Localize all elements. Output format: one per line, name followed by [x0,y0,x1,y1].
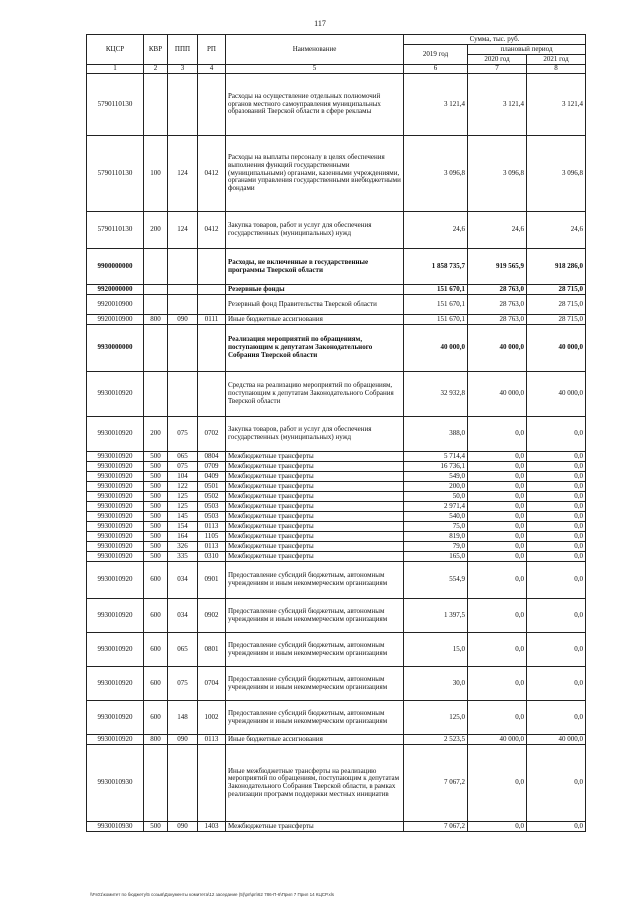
cell-kcsr: 9930010920 [87,599,144,633]
cell-kcsr: 9930010920 [87,492,144,502]
cell-kvr: 500 [144,502,168,512]
cell-2019: 1 858 735,7 [404,249,468,285]
cell-2021: 0,0 [527,472,586,482]
cell-rp: 0502 [198,492,226,502]
cell-2020: 0,0 [468,482,527,492]
cell-2019: 79,0 [404,542,468,552]
cell-2020: 0,0 [468,472,527,482]
cell-2020: 3 096,8 [468,136,527,212]
cell-ppp: 154 [168,522,198,532]
cell-2021: 0,0 [527,502,586,512]
cell-2019: 1 397,5 [404,599,468,633]
cell-name: Предоставление субсидий бюджетным, автономным учреждениям и иным некоммерческим организациям [226,562,404,599]
cell-name: Межбюджетные трансферты [226,492,404,502]
cell-2020: 0,0 [468,562,527,599]
cell-name: Предоставление субсидий бюджетным, автономным учреждениям и иным некоммерческим организациям [226,633,404,667]
column-numbers-row [87,65,586,74]
cell-ppp: 104 [168,472,198,482]
cell-rp: 0113 [198,735,226,745]
cell-kvr [144,285,168,295]
cell-ppp: 065 [168,452,198,462]
cell-name: Межбюджетные трансферты [226,472,404,482]
cell-name: Иные бюджетные ассигнования [226,735,404,745]
column-number: 5 [226,65,404,74]
cell-2021: 24,6 [527,212,586,249]
column-number: 3 [168,65,198,74]
table-body [87,74,586,832]
table-row [87,136,586,212]
table-row [87,417,586,452]
cell-name: Межбюджетные трансферты [226,482,404,492]
budget-table [86,34,586,832]
table-row [87,532,586,542]
cell-2019: 388,0 [404,417,468,452]
cell-name: Межбюджетные трансферты [226,522,404,532]
cell-kvr: 100 [144,136,168,212]
cell-ppp: 335 [168,552,198,562]
table-row [87,542,586,552]
cell-2020: 28 763,0 [468,295,527,315]
cell-2020: 0,0 [468,532,527,542]
col-name-header: Наименование [226,35,404,65]
cell-rp: 0503 [198,512,226,522]
cell-name: Средства на реализацию мероприятий по обращениям, поступающим к депутатам Законодательного Собрания Тверской области [226,372,404,417]
cell-name: Иные межбюджетные трансферты на реализацию мероприятий по обращениям, поступающим к депутатам Законодательного Собрания Тверской области, в рамках реализации программ поддержки местных инициатив [226,745,404,822]
cell-2019: 75,0 [404,522,468,532]
cell-name: Предоставление субсидий бюджетным, автономным учреждениям и иным некоммерческим организациям [226,701,404,735]
cell-rp: 0901 [198,562,226,599]
table-row [87,472,586,482]
cell-kcsr: 9930010920 [87,472,144,482]
cell-kvr: 500 [144,552,168,562]
cell-2019: 3 121,4 [404,74,468,136]
cell-name: Закупка товаров, работ и услуг для обеспечения государственных (муниципальных) нужд [226,212,404,249]
cell-2021: 0,0 [527,492,586,502]
cell-rp: 1403 [198,822,226,832]
cell-2021: 0,0 [527,522,586,532]
cell-2020: 0,0 [468,502,527,512]
cell-rp: 0503 [198,502,226,512]
cell-kcsr: 9930010920 [87,562,144,599]
table-row [87,633,586,667]
cell-kvr [144,325,168,372]
cell-2020: 3 121,4 [468,74,527,136]
cell-rp [198,249,226,285]
col-kcsr-header: КЦСР [87,35,144,65]
table-row [87,512,586,522]
cell-2019: 151 670,1 [404,295,468,315]
cell-kcsr: 9930010920 [87,735,144,745]
cell-2019: 15,0 [404,633,468,667]
cell-2019: 30,0 [404,667,468,701]
cell-2021: 0,0 [527,552,586,562]
cell-2021: 28 715,0 [527,295,586,315]
cell-rp: 0412 [198,136,226,212]
column-number: 1 [87,65,144,74]
col-rp-header: РП [198,35,226,65]
cell-2021: 0,0 [527,745,586,822]
cell-kvr: 500 [144,522,168,532]
cell-kvr [144,295,168,315]
table-row [87,599,586,633]
cell-2020: 0,0 [468,633,527,667]
cell-2019: 151 670,1 [404,315,468,325]
cell-2021: 0,0 [527,667,586,701]
table-row [87,462,586,472]
cell-ppp: 090 [168,735,198,745]
table-row [87,822,586,832]
cell-2020: 0,0 [468,492,527,502]
table-row [87,735,586,745]
cell-2021: 0,0 [527,599,586,633]
cell-ppp: 124 [168,136,198,212]
cell-name: Расходы, не включенные в государственные программы Тверской области [226,249,404,285]
cell-2021: 0,0 [527,822,586,832]
table-row [87,492,586,502]
cell-kvr [144,372,168,417]
cell-2019: 32 932,8 [404,372,468,417]
cell-2021: 918 286,0 [527,249,586,285]
cell-kvr: 500 [144,462,168,472]
cell-2019: 125,0 [404,701,468,735]
cell-ppp [168,325,198,372]
cell-kcsr: 5790110130 [87,212,144,249]
cell-name: Реализация мероприятий по обращениям, поступающим к депутатам Законодательного Собрания Тверской области [226,325,404,372]
cell-ppp [168,295,198,315]
cell-2019: 7 067,2 [404,822,468,832]
col-2021-header: 2021 год [527,55,586,65]
cell-rp: 0409 [198,472,226,482]
cell-2021: 40 000,0 [527,735,586,745]
cell-kvr: 500 [144,532,168,542]
cell-name: Межбюджетные трансферты [226,552,404,562]
col-2019-header: 2019 год [404,45,468,65]
cell-2019: 40 000,0 [404,325,468,372]
table-row [87,372,586,417]
cell-name: Расходы на осуществление отдельных полномочий органов местного самоуправления муниципальных образований Тверской области в сфере рекламы [226,74,404,136]
cell-name: Закупка товаров, работ и услуг для обеспечения государственных (муниципальных) нужд [226,417,404,452]
col-ppp-header: ППП [168,35,198,65]
cell-kvr: 600 [144,562,168,599]
column-number: 7 [468,65,527,74]
cell-2021: 0,0 [527,462,586,472]
table-row [87,212,586,249]
cell-kcsr: 9930010920 [87,502,144,512]
cell-rp: 0113 [198,522,226,532]
cell-kvr [144,745,168,822]
cell-rp: 0412 [198,212,226,249]
cell-2019: 50,0 [404,492,468,502]
cell-2020: 0,0 [468,552,527,562]
cell-name: Резервные фонды [226,285,404,295]
cell-kvr: 600 [144,599,168,633]
cell-kcsr: 9920000000 [87,285,144,295]
cell-2020: 919 565,9 [468,249,527,285]
column-number: 6 [404,65,468,74]
table-row [87,285,586,295]
cell-kcsr: 5790110130 [87,136,144,212]
cell-rp [198,295,226,315]
cell-kvr [144,74,168,136]
cell-2019: 2 523,5 [404,735,468,745]
cell-rp: 0501 [198,482,226,492]
cell-rp [198,745,226,822]
cell-2020: 0,0 [468,667,527,701]
cell-ppp: 148 [168,701,198,735]
cell-2021: 40 000,0 [527,372,586,417]
cell-rp: 0804 [198,452,226,462]
cell-ppp [168,285,198,295]
cell-kvr: 500 [144,482,168,492]
cell-name: Межбюджетные трансферты [226,822,404,832]
table-row [87,522,586,532]
cell-rp [198,74,226,136]
cell-ppp: 122 [168,482,198,492]
cell-rp: 0702 [198,417,226,452]
column-number: 8 [527,65,586,74]
cell-kvr: 200 [144,417,168,452]
cell-2019: 165,0 [404,552,468,562]
cell-kcsr: 9930010930 [87,822,144,832]
cell-kcsr: 9900000000 [87,249,144,285]
cell-2019: 151 670,1 [404,285,468,295]
cell-rp: 1105 [198,532,226,542]
cell-ppp: 326 [168,542,198,552]
cell-kvr: 800 [144,315,168,325]
cell-ppp: 065 [168,633,198,667]
cell-rp: 0113 [198,542,226,552]
cell-2020: 40 000,0 [468,325,527,372]
cell-2021: 0,0 [527,562,586,599]
cell-ppp: 125 [168,492,198,502]
cell-kcsr: 9930010930 [87,745,144,822]
cell-2019: 16 736,1 [404,462,468,472]
file-path-footer: \\Fs01\комитет по бюджету\5 созыв\Документы комитета\12 заседание (5)\рп\рп\62 786-П-6\Прил 7 Прил 14 КЦСР.xls [90,892,334,897]
cell-kvr: 600 [144,667,168,701]
cell-2021: 0,0 [527,542,586,552]
cell-name: Иные бюджетные ассигнования [226,315,404,325]
table-row [87,745,586,822]
cell-2021: 40 000,0 [527,325,586,372]
cell-kvr: 500 [144,822,168,832]
column-number: 4 [198,65,226,74]
cell-name: Расходы на выплаты персоналу в целях обеспечения выполнения функций государственными (муниципальными) органами, казенными учреждениями, органами управления государственными внебюджетными фондами [226,136,404,212]
cell-2021: 0,0 [527,532,586,542]
cell-2020: 0,0 [468,512,527,522]
cell-ppp: 075 [168,417,198,452]
cell-2020: 28 763,0 [468,315,527,325]
cell-2021: 0,0 [527,701,586,735]
cell-kcsr: 9930010920 [87,522,144,532]
cell-kcsr: 9930010920 [87,512,144,522]
cell-ppp: 145 [168,512,198,522]
cell-name: Межбюджетные трансферты [226,462,404,472]
cell-2020: 0,0 [468,522,527,532]
cell-ppp [168,74,198,136]
cell-2020: 0,0 [468,822,527,832]
cell-2021: 28 715,0 [527,285,586,295]
table-row [87,249,586,285]
cell-ppp: 075 [168,667,198,701]
cell-name: Межбюджетные трансферты [226,532,404,542]
cell-2020: 0,0 [468,417,527,452]
cell-2020: 0,0 [468,452,527,462]
col-sum-header: Сумма, тыс. руб. [404,35,586,45]
table-row [87,452,586,462]
table-row [87,74,586,136]
cell-2019: 2 971,4 [404,502,468,512]
cell-2019: 540,0 [404,512,468,522]
cell-2021: 3 096,8 [527,136,586,212]
cell-2019: 24,6 [404,212,468,249]
cell-name: Предоставление субсидий бюджетным, автономным учреждениям и иным некоммерческим организациям [226,667,404,701]
page-number: 117 [314,19,326,28]
cell-name: Межбюджетные трансферты [226,502,404,512]
cell-2020: 0,0 [468,599,527,633]
cell-ppp: 075 [168,462,198,472]
cell-kvr: 500 [144,542,168,552]
cell-2019: 549,0 [404,472,468,482]
table-row [87,502,586,512]
cell-ppp [168,745,198,822]
cell-kcsr: 9930010920 [87,542,144,552]
cell-kvr: 500 [144,472,168,482]
cell-rp: 0310 [198,552,226,562]
cell-rp [198,285,226,295]
cell-2021: 28 715,0 [527,315,586,325]
table-row [87,295,586,315]
cell-ppp [168,249,198,285]
cell-ppp: 124 [168,212,198,249]
cell-ppp: 125 [168,502,198,512]
cell-2021: 0,0 [527,482,586,492]
cell-ppp: 164 [168,532,198,542]
cell-kcsr: 9930010920 [87,701,144,735]
cell-kvr: 600 [144,633,168,667]
col-kvr-header: КВР [144,35,168,65]
cell-2021: 0,0 [527,512,586,522]
cell-kvr: 500 [144,512,168,522]
cell-2021: 0,0 [527,417,586,452]
cell-name: Межбюджетные трансферты [226,452,404,462]
cell-2020: 0,0 [468,542,527,552]
cell-2021: 0,0 [527,452,586,462]
cell-rp: 0704 [198,667,226,701]
cell-2019: 200,0 [404,482,468,492]
cell-2020: 40 000,0 [468,735,527,745]
table-row [87,667,586,701]
cell-2020: 0,0 [468,745,527,822]
cell-rp [198,325,226,372]
cell-kvr: 800 [144,735,168,745]
cell-name: Межбюджетные трансферты [226,512,404,522]
cell-kcsr: 9920010900 [87,315,144,325]
cell-2020: 24,6 [468,212,527,249]
cell-2019: 819,0 [404,532,468,542]
table-row [87,701,586,735]
cell-ppp: 034 [168,562,198,599]
cell-kvr: 200 [144,212,168,249]
cell-name: Резервный фонд Правительства Тверской области [226,295,404,315]
cell-rp: 0111 [198,315,226,325]
cell-ppp [168,372,198,417]
cell-kcsr: 9930010920 [87,667,144,701]
table-row [87,482,586,492]
col-2020-header: 2020 год [468,55,527,65]
table-row [87,315,586,325]
cell-2021: 3 121,4 [527,74,586,136]
cell-2019: 554,9 [404,562,468,599]
cell-2020: 28 763,0 [468,285,527,295]
cell-kvr [144,249,168,285]
cell-rp: 0801 [198,633,226,667]
table-header [87,35,586,74]
cell-2019: 5 714,4 [404,452,468,462]
cell-2020: 0,0 [468,462,527,472]
cell-name: Межбюджетные трансферты [226,542,404,552]
column-number: 2 [144,65,168,74]
cell-rp: 0902 [198,599,226,633]
table-row [87,562,586,599]
cell-2021: 0,0 [527,633,586,667]
cell-2020: 0,0 [468,701,527,735]
cell-kcsr: 9930010920 [87,552,144,562]
cell-ppp: 090 [168,315,198,325]
cell-2020: 40 000,0 [468,372,527,417]
cell-kcsr: 9930010920 [87,372,144,417]
cell-kvr: 600 [144,701,168,735]
table-row [87,325,586,372]
cell-rp [198,372,226,417]
cell-ppp: 034 [168,599,198,633]
cell-rp: 0709 [198,462,226,472]
cell-kcsr: 5790110130 [87,74,144,136]
cell-kcsr: 9930010920 [87,417,144,452]
cell-kcsr: 9930000000 [87,325,144,372]
cell-name: Предоставление субсидий бюджетным, автономным учреждениям и иным некоммерческим организациям [226,599,404,633]
cell-kvr: 500 [144,492,168,502]
cell-kcsr: 9930010920 [87,532,144,542]
cell-2019: 3 096,8 [404,136,468,212]
cell-ppp: 090 [168,822,198,832]
table-row [87,552,586,562]
cell-rp: 1002 [198,701,226,735]
cell-kcsr: 9930010920 [87,452,144,462]
cell-kcsr: 9930010920 [87,633,144,667]
cell-kcsr: 9920010900 [87,295,144,315]
cell-2019: 7 067,2 [404,745,468,822]
cell-kcsr: 9930010920 [87,482,144,492]
cell-kvr: 500 [144,452,168,462]
planned-period-header: плановый период [468,45,586,55]
cell-kcsr: 9930010920 [87,462,144,472]
